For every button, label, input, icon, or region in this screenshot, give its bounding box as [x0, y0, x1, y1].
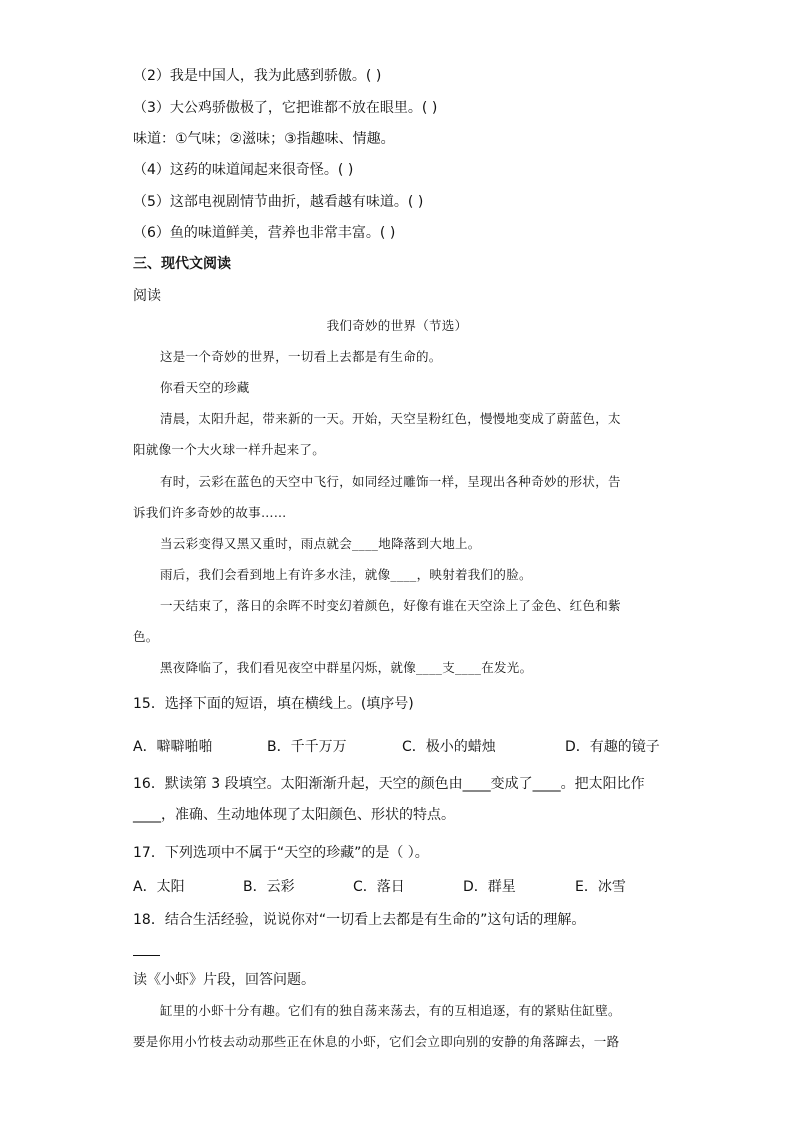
passage-line: 色。 [133, 629, 159, 644]
q17-option-e: E．冰雪 [575, 879, 626, 895]
passage-line: 雨后，我们会看到地上有许多水洼，就像____，映射着我们的脸。 [160, 567, 532, 582]
passage-subtitle: 你看天空的珍藏 [160, 380, 250, 395]
q16-line2: ____，准确、生动地体现了太阳颜色、形状的特点。 [133, 807, 455, 823]
vocab-item-6: （6）鱼的味道鲜美，营养也非常丰富。( ) [133, 225, 396, 241]
q17-option-d: D．群星 [463, 879, 516, 895]
passage-title: 我们奇妙的世界（节选） [326, 318, 468, 333]
q17-option-b: B．云彩 [243, 879, 295, 895]
q15-option-d: D．有趣的镜子 [565, 739, 660, 755]
vocab-definition: 味道：①气味；②滋味；③指趣味、情趣。 [133, 131, 395, 147]
passage-line: 有时，云彩在蓝色的天空中飞行，如同经过雕饰一样，呈现出各种奇妙的形状，告 [160, 474, 621, 489]
q15-stem: 15．选择下面的短语，填在横线上。(填序号) [133, 696, 414, 712]
passage-line: 诉我们许多奇妙的故事…… [133, 505, 287, 520]
q17-option-a: A．太阳 [133, 879, 185, 895]
vocab-item-4: （4）这药的味道闻起来很奇怪。( ) [133, 162, 354, 178]
xiaxia-line: 要是你用小竹枝去动动那些正在休息的小虾，它们会立即向别的安静的角落蹿去，一路 [133, 1034, 620, 1049]
section-heading: 三、现代文阅读 [133, 256, 231, 272]
vocab-item-5: （5）这部电视剧情节曲折，越看越有味道。( ) [133, 194, 424, 210]
q18-stem: 18．结合生活经验，说说你对“一切看上去都是有生命的”这句话的理解。 [133, 912, 586, 928]
q15-option-b: B．千千万万 [267, 739, 347, 755]
passage-line: 清晨，太阳升起，带来新的一天。开始，天空呈粉红色，慢慢地变成了蔚蓝色，太 [160, 411, 621, 426]
vocab-item-3: （3）大公鸡骄傲极了，它把谁都不放在眼里。( ) [133, 100, 438, 116]
passage-line: 当云彩变得又黑又重时，雨点就会____地降落到大地上。 [160, 536, 481, 551]
vocab-item-2: （2）我是中国人，我为此感到骄傲。( ) [133, 68, 382, 84]
xiaxia-line: 缸里的小虾十分有趣。它们有的独自荡来荡去，有的互相追逐，有的紧贴住缸壁。 [160, 1003, 621, 1018]
q17-option-c: C．落日 [353, 879, 405, 895]
q16-line1: 16．默读第 3 段填空。太阳渐渐升起，天空的颜色由____变成了____。把太阳比作 [133, 776, 645, 792]
q15-option-c: C．极小的蜡烛 [402, 739, 496, 755]
passage-line: 一天结束了，落日的余晖不时变幻着颜色，好像有谁在天空涂上了金色、红色和紫 [160, 598, 621, 613]
q17-stem: 17．下列选项中不属于“天空的珍藏”的是（ ）。 [133, 845, 429, 861]
read-label: 阅读 [133, 288, 161, 304]
xiaxia-intro: 读《小虾》片段，回答问题。 [133, 972, 315, 988]
passage-line: 阳就像一个大火球一样升起来了。 [133, 442, 326, 457]
passage-line: 黑夜降临了，我们看见夜空中群星闪烁，就像____支____在发光。 [160, 660, 533, 675]
passage-line: 这是一个奇妙的世界，一切看上去都是有生命的。 [160, 349, 442, 364]
answer-line [133, 955, 160, 956]
q15-option-a: A．噼噼啪啪 [133, 739, 213, 755]
